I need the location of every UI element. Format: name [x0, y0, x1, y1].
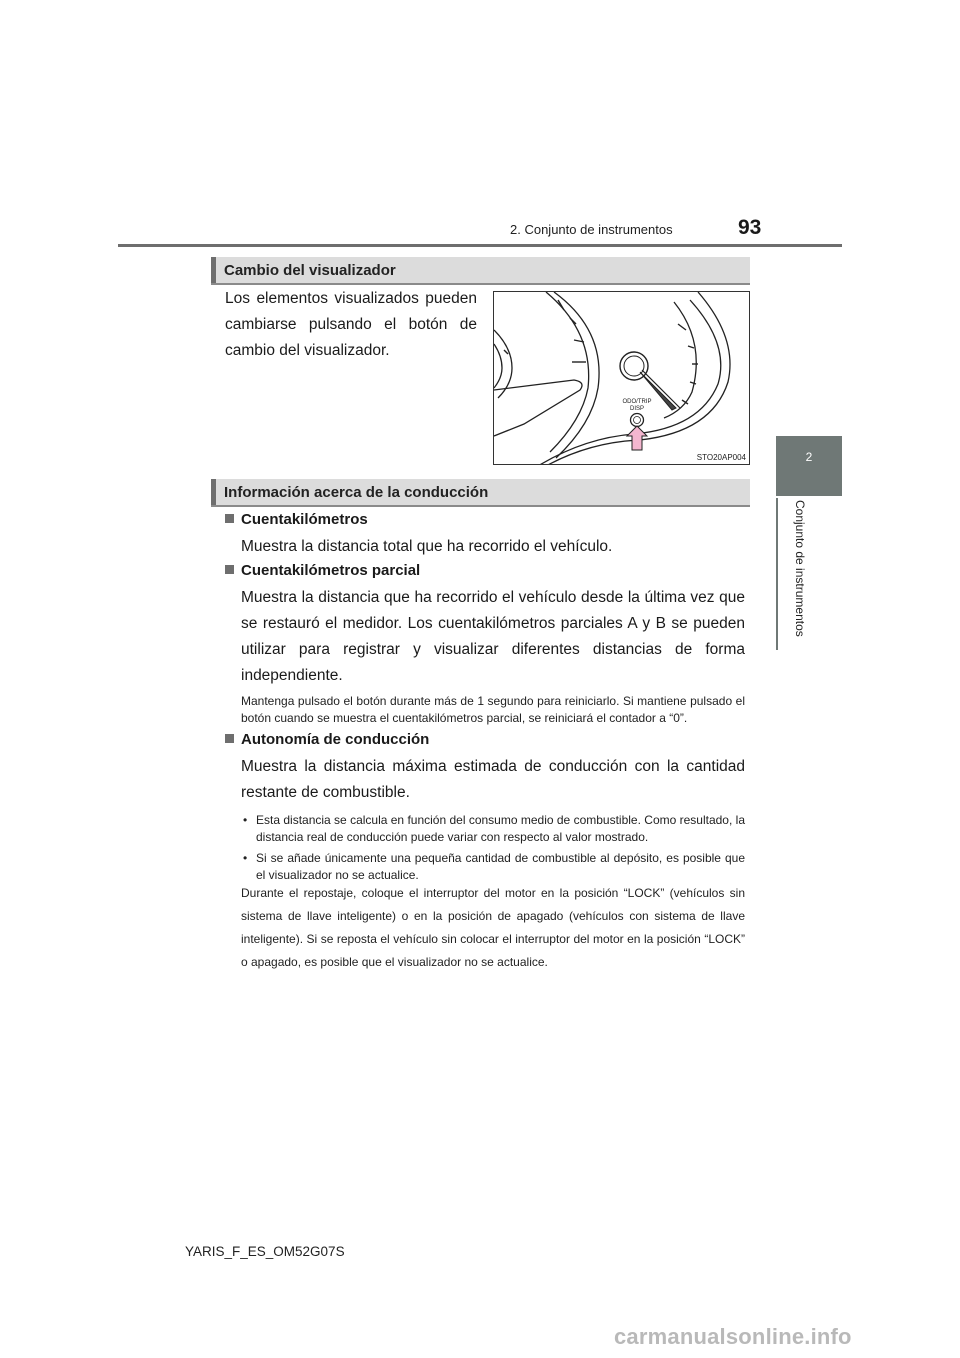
left-gauge-inner-arc: [494, 344, 502, 388]
list-item-driving-range: [225, 731, 745, 888]
tick-marks: [504, 300, 698, 404]
list-item-odometer: [225, 511, 745, 560]
figure-code: STO20AP004: [696, 453, 746, 462]
item-text: Muestra la distancia total que ha recorrido el vehículo.: [241, 538, 613, 555]
square-bullet-icon: [225, 514, 234, 523]
square-bullet-icon: [225, 734, 234, 743]
instrument-cluster-figure: [493, 291, 750, 465]
center-gauge-outer-arc: [554, 292, 599, 458]
item-title: Cuentakilómetros parcial: [241, 562, 421, 579]
bullet-item: • Esta distancia se calcula en función del consumo medio de combustible. Como resultado, la distancia real de conducción puede variar con respecto al valor mostrado.: [243, 813, 745, 844]
item-title: Autonomía de conducción: [241, 731, 430, 748]
item-bullets: [225, 812, 745, 884]
left-panel-curve: [494, 380, 582, 436]
pointer-arrow-icon: [627, 426, 647, 450]
chapter-tab-title: Conjunto de instrumentos: [793, 500, 807, 637]
button-label-line1: ODO/TRIP: [622, 399, 652, 405]
square-bullet-icon: [225, 565, 234, 574]
watermark: carmanualsonline.info: [614, 1324, 852, 1349]
section-title: Información acerca de la conducción: [224, 484, 489, 501]
section-header-display-change: [211, 257, 750, 285]
item-text: Muestra la distancia que ha recorrido el vehículo desde la última vez que se restauró el medidor. Los cuentakilómetros parciales A y B se pueden utilizar para registrar y visualizar diferentes distancias de forma independiente.: [241, 589, 745, 684]
button-label-line2: DISP: [629, 406, 645, 412]
instrument-cluster-illustration: [494, 292, 750, 465]
chapter-tab: [776, 436, 842, 496]
refueling-note: Durante el repostaje, coloque el interruptor del motor en la posición “LOCK” (vehículos sin sistema de llave inteligente) o en la posición de apagado (vehículos con sistema de llave inteligente). Si se reposta el vehículo sin colocar el interruptor del motor en la posición “LOCK” o apagado, es posible que el visualizador no se actualice.: [241, 886, 745, 969]
chapter-tab-number: 2: [805, 450, 813, 464]
bullet-item: • Si se añade únicamente una pequeña cantidad de combustible al depósito, es posible que el visualizador no se actualice.: [243, 851, 745, 882]
section-header-bar: [211, 257, 216, 283]
header-rule: [118, 244, 842, 247]
list-item-trip-meter: [225, 562, 745, 727]
running-head: 2. Conjunto de instrumentos: [510, 222, 673, 237]
section-title: Cambio del visualizador: [224, 262, 396, 279]
section-header-driving-info: [211, 479, 750, 507]
document-code: YARIS_F_ES_OM52G07S: [185, 1244, 345, 1259]
section-header-bar: [211, 479, 216, 505]
chapter-tab-rule: [776, 498, 778, 650]
section-intro-text: Los elementos visualizados pueden cambiarse pulsando el botón de cambio del visualizador.: [225, 290, 477, 359]
item-note: Mantenga pulsado el botón durante más de 1 segundo para reiniciarlo. Si mantiene pulsado el botón cuando se muestra el cuentakilómetros parcial, se reiniciará el contador a “0”.: [241, 694, 745, 725]
item-text: Muestra la distancia máxima estimada de conducción con la cantidad restante de combustible.: [241, 758, 745, 801]
page-number: 93: [738, 216, 762, 239]
item-title: Cuentakilómetros: [241, 511, 368, 528]
